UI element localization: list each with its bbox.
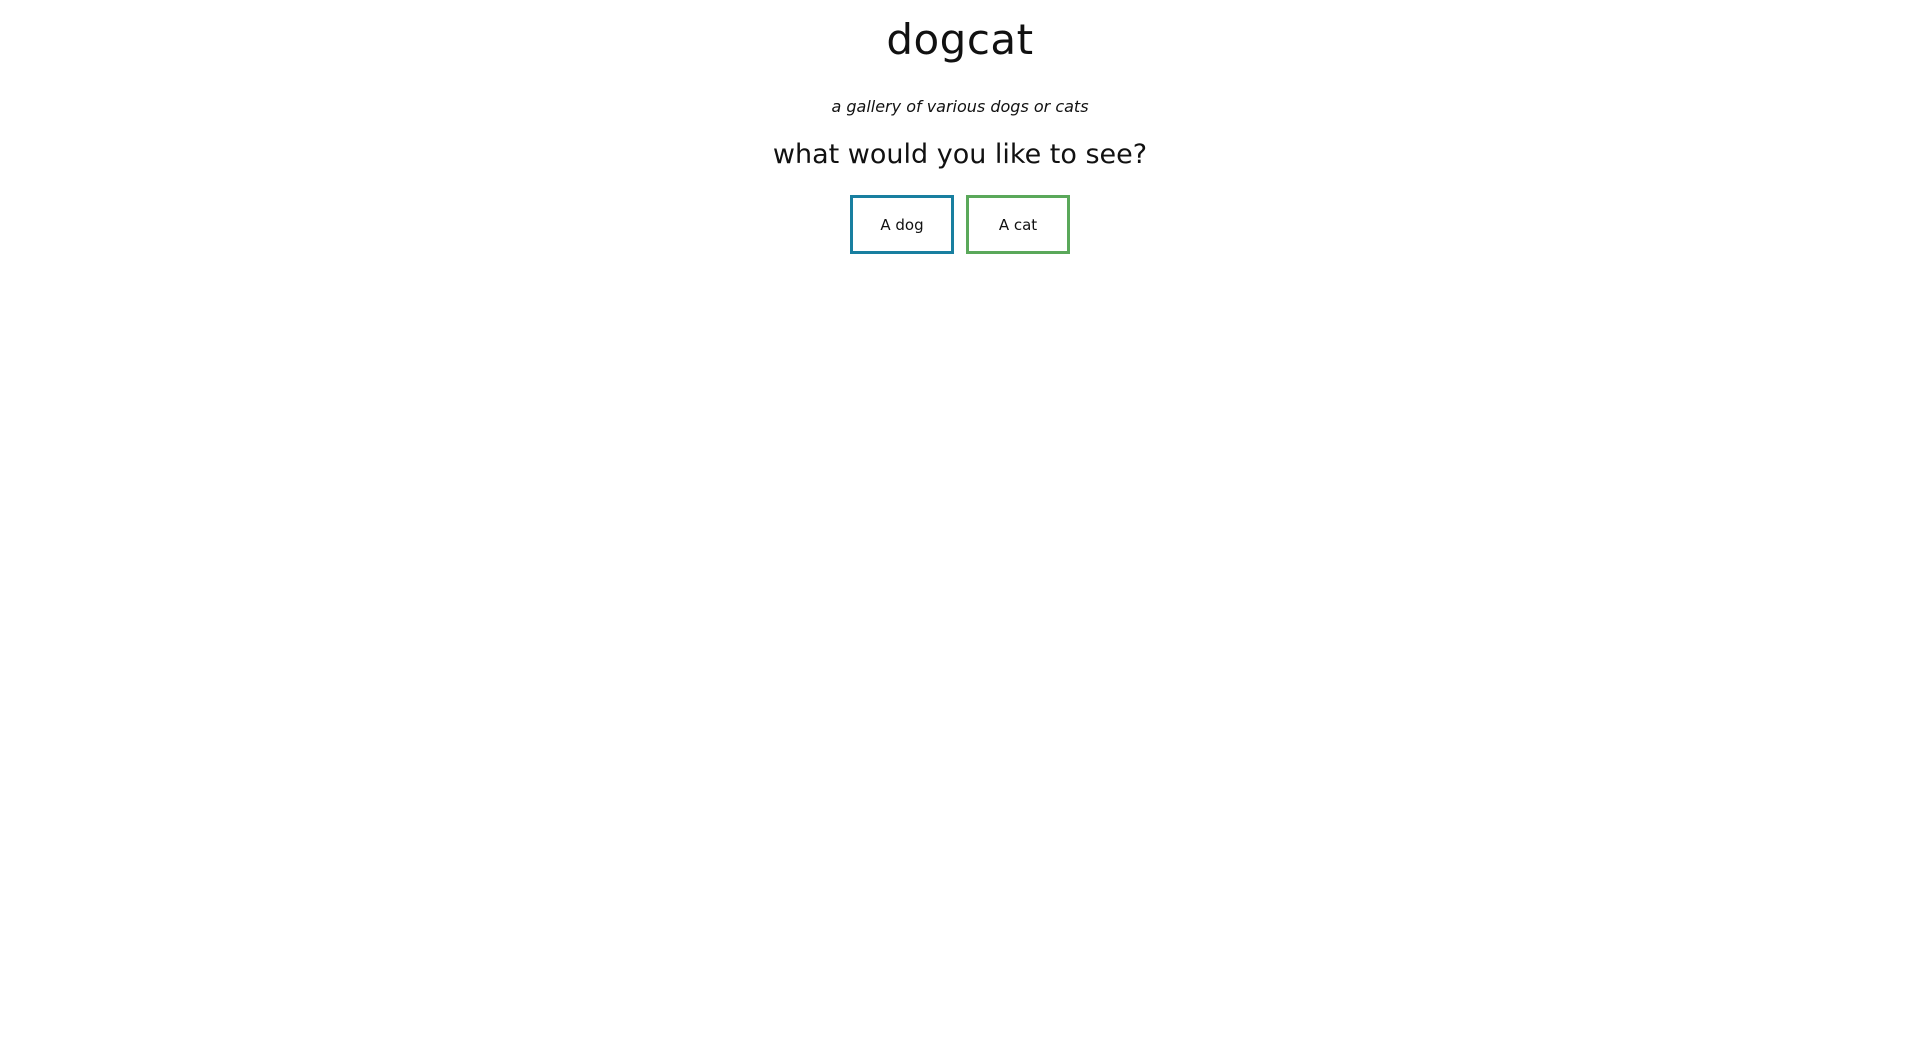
buttons-row xyxy=(0,195,1920,254)
question-heading: what would you like to see? xyxy=(772,138,1148,170)
cat-button[interactable]: A cat xyxy=(966,195,1070,254)
page-title: dogcat xyxy=(886,15,1034,64)
dog-button[interactable]: A dog xyxy=(850,195,954,254)
page-subtitle: a gallery of various dogs or cats xyxy=(831,96,1089,116)
page xyxy=(0,14,1920,254)
